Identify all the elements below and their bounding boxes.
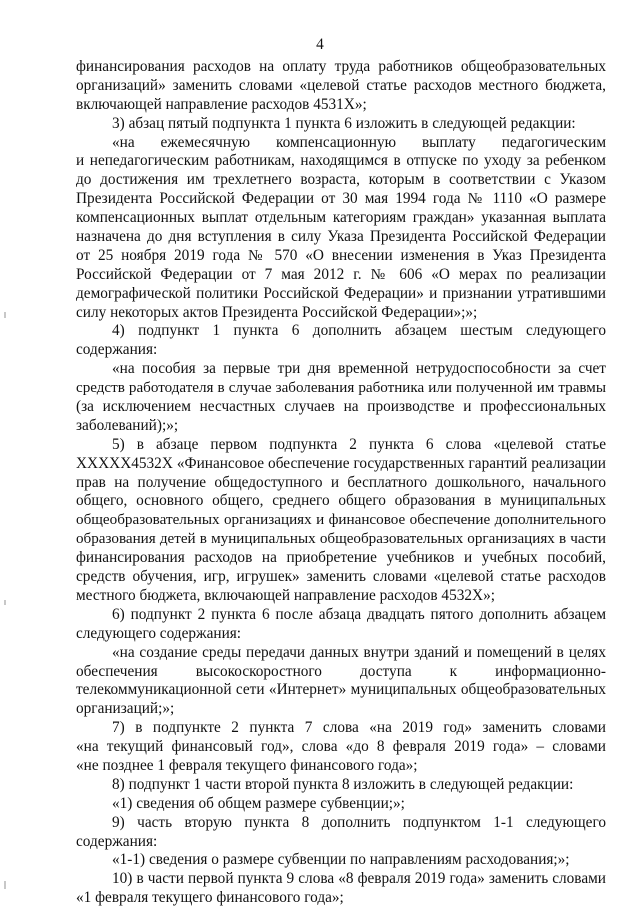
text-line: общеобразовательных организациях и финансовое обеспечение дополнительного [76,511,606,529]
text-line: «на ежемесячную компенсационную выплату педагогическим [112,133,606,151]
text-line: Российской Федерации от 7 мая 2012 г. № 606 «О мерах по реализации [76,265,606,283]
document-body [76,58,606,908]
text-line: содержания: [76,341,158,359]
text-line: общего, основного общего, среднего общего образования в муниципальных [76,492,606,510]
text-line: «не позднее 1 февраля текущего финансового года»; [76,756,418,774]
text-line: 8) подпункт 1 части второй пункта 8 изложить в следующей редакции: [112,775,574,793]
text-line: назначена до дня вступления в силу Указа Президента Российской Федерации [76,228,606,246]
text-line: 6) подпункт 2 пункта 6 после абзаца двадцать пятого дополнить абзацем [112,605,606,623]
page-number: 4 [316,36,324,53]
text-line: «на пособия за первые три дня временной нетрудоспособности за счет [112,360,606,378]
text-line: включающей направление расходов 4531Х»; [76,95,367,113]
text-line: «на создание среды передачи данных внутри зданий и помещений в целях [112,643,606,661]
text-line: (за исключением несчастных случаев на производстве и профессиональных [76,398,606,416]
text-line: силу некоторых актов Президента Российской Федерации»;»; [76,303,478,321]
text-line: прав на получение общедоступного и бесплатного дошкольного, начального [76,473,606,491]
text-line: 5) в абзаце первом подпункта 2 пункта 6 слова «целевой статье [112,435,606,453]
text-line: от 25 ноября 2019 года № 570 «О внесении изменения в Указ Президента [76,246,606,264]
text-line: до достижения им трехлетнего возраста, которым в соответствии с Указом [76,171,606,189]
text-line: финансирования расходов на оплату труда работников общеобразовательных [76,58,606,75]
text-line: 3) абзац пятый подпункта 1 пункта 6 изложить в следующей редакции: [112,114,576,132]
text-line: «1) сведения об общем размере субвенции;»; [112,794,405,812]
text-line: и непедагогическим работникам, находящимся в отпуске по уходу за ребенком [76,152,606,170]
text-line: организаций» заменить словами «целевой статье расходов местного бюджета, [76,76,606,94]
text-line: 10) в части первой пункта 9 слова «8 февраля 2019 года» заменить словами [112,870,606,888]
text-line: Президента Российской Федерации от 30 мая 1994 года № 1110 «О размере [76,190,606,208]
text-line: содержания: [76,832,158,850]
text-line: ХХХХХ4532Х «Финансовое обеспечение государственных гарантий реализации [76,454,606,472]
text-line: организаций;»; [76,700,175,718]
text-line: средств работодателя в случае заболевания работника или полученной им травмы [76,380,606,397]
scan-margin-mark [4,600,6,605]
text-line: «1-1) сведения о размере субвенции по направлениям расходования;»; [112,851,570,869]
text-line: 4) подпункт 1 пункта 6 дополнить абзацем шестым следующего [112,322,606,340]
text-line: обеспечения высокоскоростного доступа к информационно- [76,662,606,680]
text-line: заболеваний);»; [76,416,179,434]
scan-margin-mark [4,881,6,889]
text-line: телекоммуникационной сети «Интернет» муниципальных общеобразовательных [76,681,606,699]
text-line: 7) в подпункте 2 пункта 7 слова «на 2019 год» заменить словами [112,719,606,737]
scan-margin-mark [4,312,6,318]
text-line: образования детей в муниципальных общеобразовательных организациях в части [76,531,606,548]
text-line: 9) часть вторую пункта 8 дополнить подпунктом 1-1 следующего [112,813,606,831]
text-line: «на текущий финансовый год», слова «до 8 февраля 2019 года» – словами [76,738,606,756]
text-line: финансирования расходов на приобретение учебников и учебных пособий, [76,549,606,567]
text-line: средств обучения, игр, игрушек» заменить словами «целевой статье расходов [76,568,606,586]
text-line: «1 февраля текущего финансового года»; [76,889,344,907]
text-line: следующего содержания: [76,624,242,642]
text-line: демографической политики Российской Федерации» и признании утратившими [76,284,606,302]
text-line: компенсационных выплат отдельным категориям граждан» указанная выплата [76,209,606,227]
text-line: местного бюджета, включающей направление расходов 4532Х»; [76,586,495,604]
